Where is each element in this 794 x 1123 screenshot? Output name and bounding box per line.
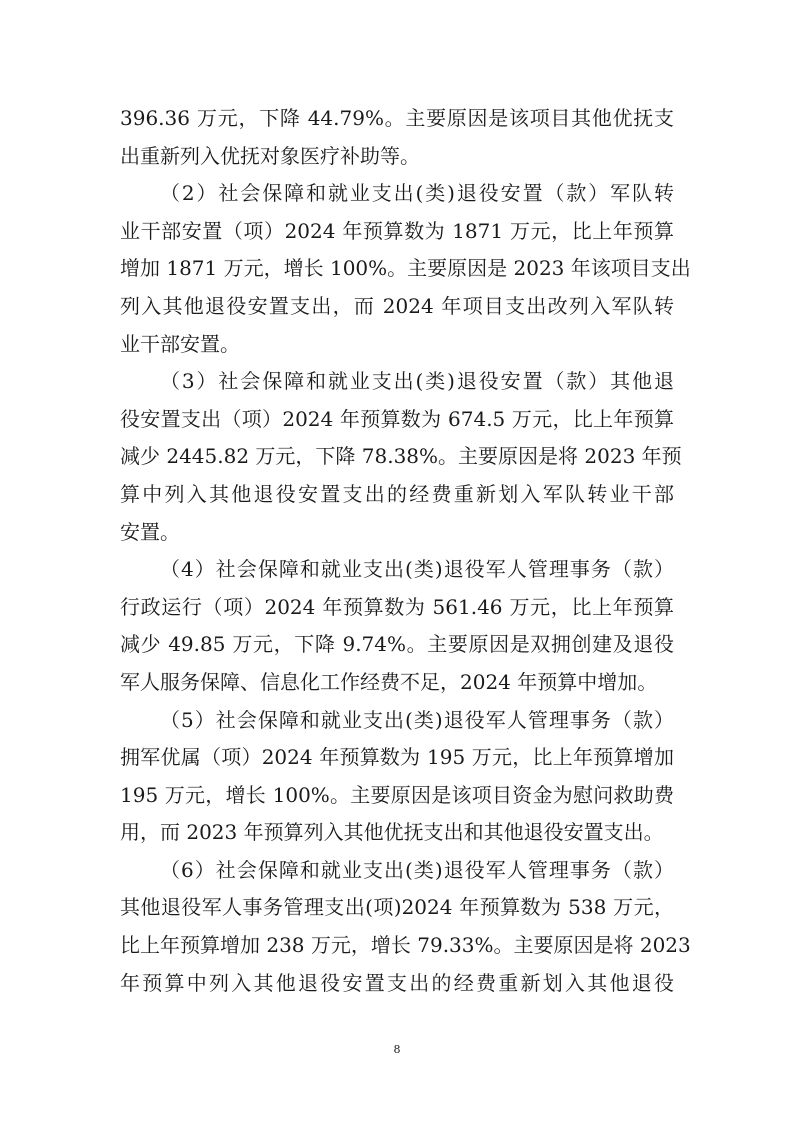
text-line: 用，而 2023 年预算列入其他优抚支出和其他退役安置支出。: [120, 820, 664, 845]
text-line: 396.36 万元，下降 44.79%。主要原因是该项目其他优抚支: [120, 106, 674, 130]
paragraph-5-support-army: [120, 702, 674, 852]
text-line: （4）社会保障和就业支出(类)退役军人管理事务（款）: [160, 557, 674, 582]
text-line: 减少 2445.82 万元，下降 78.38%。主要原因是将 2023 年预: [120, 444, 682, 469]
text-line: 业干部安置。: [120, 331, 240, 356]
text-line: 其他退役军人事务管理支出(项)2024 年预算数为 538 万元，: [120, 895, 674, 920]
text-line: 军人服务保障、信息化工作经费不足，2024 年预算中增加。: [120, 669, 658, 694]
text-line: 列入其他退役安置支出，而 2024 年项目支出改列入军队转: [120, 293, 674, 318]
text-line: 年预算中列入其他退役安置支出的经费重新划入其他退役: [120, 970, 674, 995]
paragraph-continuation: [120, 100, 674, 175]
paragraph-3-other-placement: [120, 363, 682, 551]
text-line: 拥军优属（项）2024 年预算数为 195 万元，比上年预算增加: [120, 745, 674, 770]
text-line: 比上年预算增加 238 万元，增长 79.33%。主要原因是将 2023: [120, 933, 691, 958]
page-number: 8: [393, 1043, 401, 1056]
text-line: 安置。: [120, 519, 180, 544]
text-line: 役安置支出（项）2024 年预算数为 674.5 万元，比上年预算: [120, 406, 674, 431]
paragraph-4-administrative-operation: [120, 551, 674, 701]
text-line: （6）社会保障和就业支出(类)退役军人管理事务（款）: [160, 857, 674, 882]
text-line: 出重新列入优抚对象医疗补助等。: [120, 143, 420, 168]
text-line: （2）社会保障和就业支出(类)退役安置（款）军队转: [160, 181, 674, 206]
text-line: （3）社会保障和就业支出(类)退役安置（款）其他退: [160, 369, 674, 394]
text-line: 减少 49.85 万元，下降 9.74%。主要原因是双拥创建及退役: [120, 632, 674, 657]
text-line: 195 万元，增长 100%。主要原因是该项目资金为慰问救助费: [120, 782, 674, 807]
paragraph-2-military-cadre-placement: [120, 175, 691, 363]
paragraph-6-other-veteran-affairs: [120, 852, 691, 1002]
text-line: 行政运行（项）2024 年预算数为 561.46 万元，比上年预算: [120, 594, 674, 619]
text-line: 业干部安置（项）2024 年预算数为 1871 万元，比上年预算: [120, 218, 674, 243]
text-line: 增加 1871 万元，增长 100%。主要原因是 2023 年该项目支出: [120, 256, 691, 281]
text-line: （5）社会保障和就业支出(类)退役军人管理事务（款）: [160, 707, 674, 732]
text-line: 算中列入其他退役安置支出的经费重新划入军队转业干部: [120, 481, 674, 506]
page-body: [120, 100, 691, 1002]
